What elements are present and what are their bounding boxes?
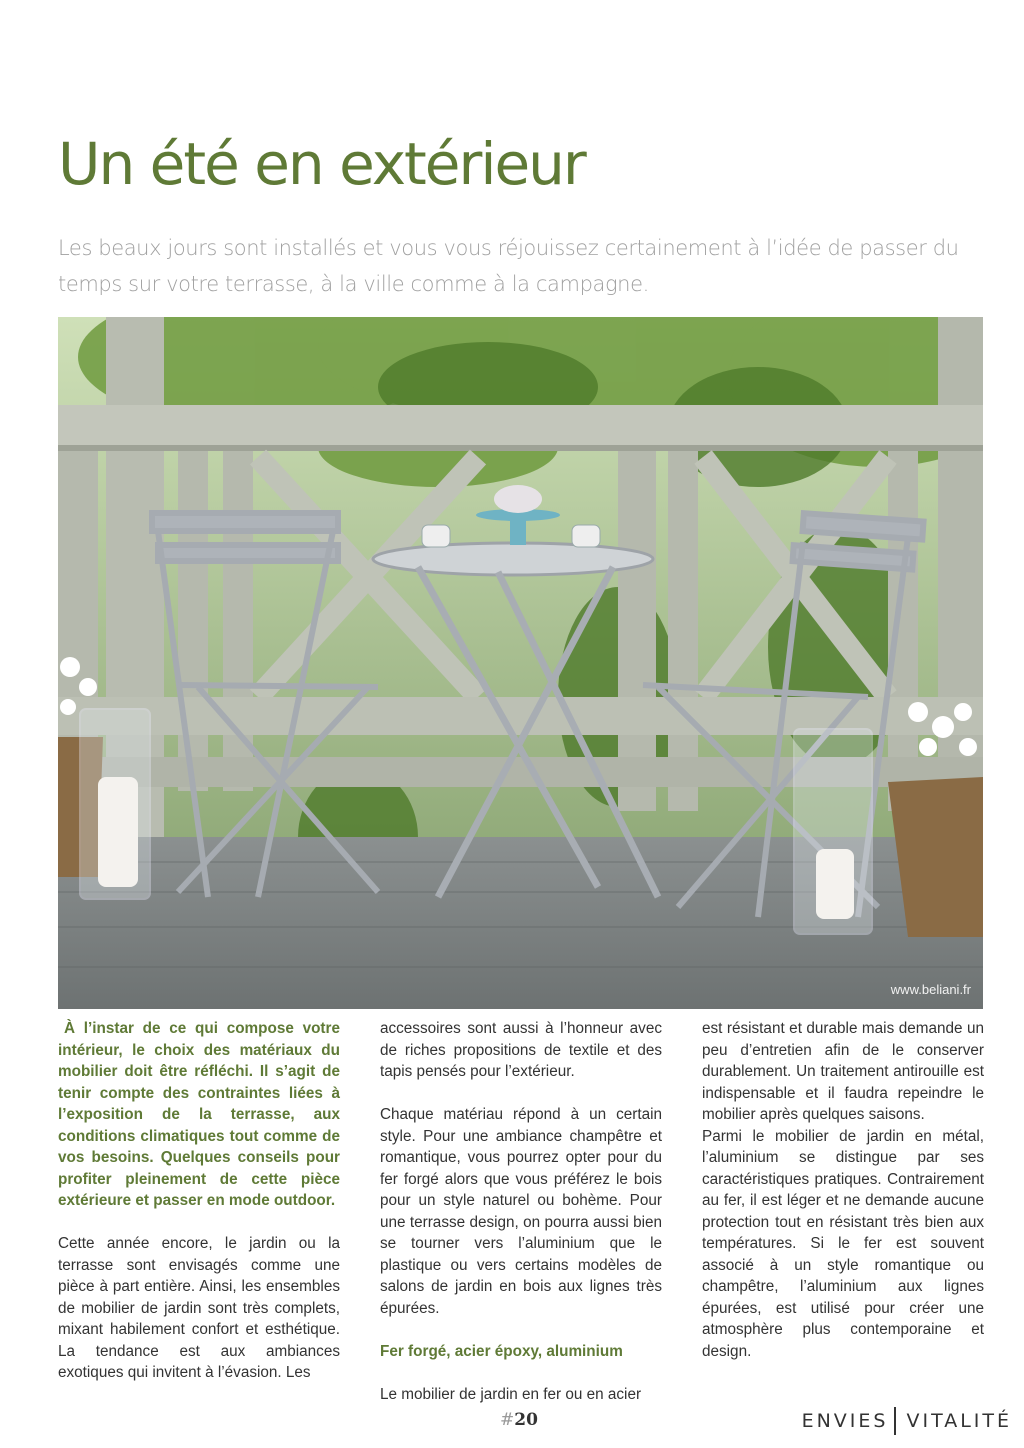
photo-credit: www.beliani.fr (890, 982, 971, 997)
page-hash: # (500, 1410, 515, 1430)
magazine-brand (802, 1407, 1012, 1435)
lead-paragraph: À l’instar de ce qui compose votre intérieur, le choix des matériaux du mobilier doit être réfléchi. Il s’agit de tenir compte des contraintes liées à l’exposition de la terrasse, aux conditions climatiques tout comme de vos besoins. Quelques conseils pour profiter pleinement de cette pièce extérieure et passer en mode outdoor. (58, 1020, 340, 1209)
terrace-illustration (58, 317, 983, 1009)
article-subtitle: Les beaux jours sont installés et vous vous réjouissez certainement à l’idée de passer du temps sur votre terrasse, à la ville comme à la campagne. (58, 236, 959, 296)
article-title: Un été en extérieur (58, 130, 585, 198)
page-number (500, 1410, 538, 1430)
body-paragraph-3b: est résistant et durable mais demande un peu d’entretien afin de le conserver durablement. Un traitement antirouille est indispensable et il faudra repeindre le mobilier après quelques saisons. (702, 1020, 984, 1123)
page-number-value: 20 (514, 1410, 538, 1430)
text-column-2 (380, 1018, 662, 1405)
brand-envies: ENVIES (801, 1410, 889, 1432)
body-paragraph-2: Chaque matériau répond à un certain style. Pour une ambiance champêtre et romantique, vous pourrez opter pour du fer forgé alors que vous préférez le bois pour un style naturel ou bohème. Pour une terrasse design, on pourra aussi bien se tourner vers l’aluminium que le plastique ou vers certains modèles de salons de jardin en bois aux lignes très épurées. (380, 1106, 662, 1317)
text-column-3 (702, 1018, 984, 1362)
section-subheading: Fer forgé, acier époxy, aluminium (380, 1342, 623, 1360)
brand-vitalite: VITALITÉ (906, 1410, 1012, 1432)
terrace-photo (58, 317, 983, 1009)
body-paragraph-4: Parmi le mobilier de jardin en métal, l’aluminium se distingue par ses caractéristiques pratiques. Contrairement au fer, il est léger et ne demande aucune protection tout en résistant très bien aux températures. Si le fer est souvent associé à un style romantique ou champêtre, l’aluminium aux lignes épurées, est utilisé pour créer une atmosphère plus contemporaine et design. (702, 1127, 984, 1360)
body-paragraph-3a: Le mobilier de jardin en fer ou en acier (380, 1385, 642, 1403)
text-column-1 (58, 1018, 340, 1384)
body-paragraph-1b: accessoires sont aussi à l’honneur avec de riches propositions de textile et des tapis pensés pour l’extérieur. (380, 1020, 662, 1080)
body-paragraph-1a: Cette année encore, le jardin ou la terrasse sont envisagés comme une pièce à part entière. Ainsi, les ensembles de mobilier de jardin sont très complets, mixant habilement confort et esthétique. La tendance est aux ambiances exotiques qui invitent à l’évasion. Les (58, 1235, 340, 1381)
brand-divider (894, 1407, 896, 1435)
